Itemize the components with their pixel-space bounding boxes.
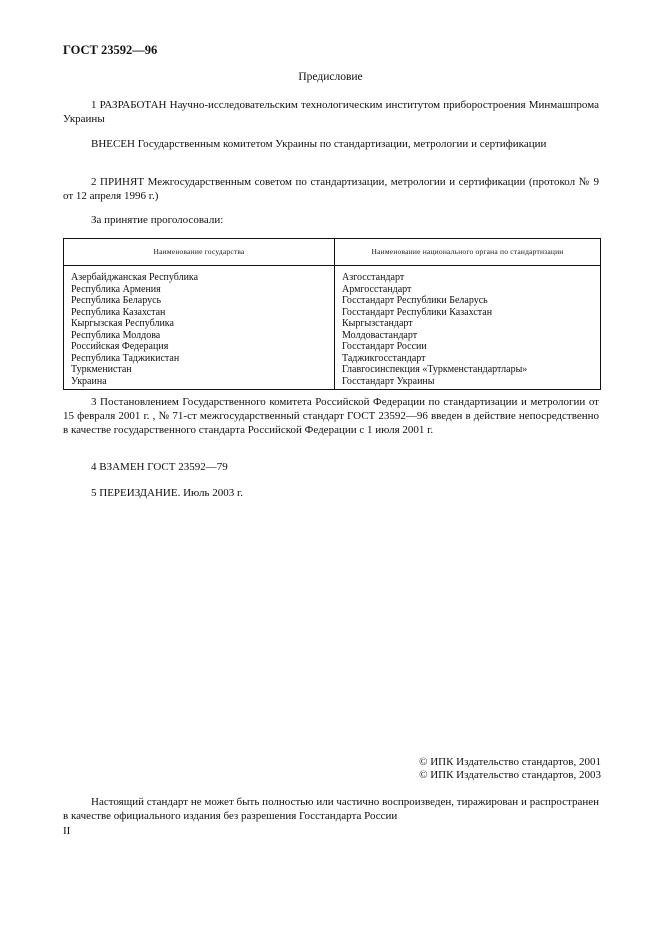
standards-body-name: Госстандарт России xyxy=(342,341,427,352)
item-5-reissue xyxy=(63,486,599,500)
standards-body-name: Армгосстандарт xyxy=(342,283,412,295)
column-header-body: Наименование национального органа по стандартизации xyxy=(335,239,601,266)
item-5-text: 5 ПЕРЕИЗДАНИЕ. Июль 2003 г. xyxy=(91,487,244,499)
item-2-adopted xyxy=(63,175,599,203)
reproduction-notice xyxy=(63,795,599,823)
item-1b-text: ВНЕСЕН Государственным комитетом Украины по стандартизации, метрологии и сертификации xyxy=(91,138,547,150)
item-2-text: 2 ПРИНЯТ Межгосударственным советом по стандартизации, метрологии и сертификации (протокол № 9 от 12 апреля 1996 г.) xyxy=(63,176,599,202)
notice-text: Настоящий стандарт не может быть полностью или частично воспроизведен, тиражирован и распространен в качестве официального издания без разрешения Госстандарта России xyxy=(63,796,599,822)
item-1-developed xyxy=(63,98,599,126)
standards-body-name: Главгосинспекция «Туркменстандартлары» xyxy=(342,364,528,375)
state-name: Республика Армения xyxy=(71,283,161,295)
standards-body-name: Таджикгосстандарт xyxy=(342,352,426,364)
item-4-replaces xyxy=(63,460,599,474)
preface-title: Предисловие xyxy=(298,71,363,83)
copyright-line: © ИПК Издательство стандартов, 2001 xyxy=(419,756,601,768)
standards-body-name: Кыргызстандарт xyxy=(342,318,413,329)
state-name: Украина xyxy=(71,375,107,387)
table-row xyxy=(64,266,601,390)
state-name: Республика Таджикистан xyxy=(71,352,180,364)
standards-body-name: Госстандарт Республики Беларусь xyxy=(342,295,488,306)
item-1-text: 1 РАЗРАБОТАН Научно-исследовательским технологическим институтом приборостроения Минмашпрома Украины xyxy=(63,99,599,125)
vote-intro xyxy=(63,213,599,227)
column-header-state: Наименование государства xyxy=(64,239,335,266)
state-name: Туркменистан xyxy=(71,364,132,375)
state-name: Российская Федерация xyxy=(71,341,169,352)
state-name: Республика Молдова xyxy=(71,329,161,341)
vote-intro-text: За принятие проголосовали: xyxy=(91,214,224,226)
state-name: Республика Казахстан xyxy=(71,306,166,318)
document-code: ГОСТ 23592—96 xyxy=(63,43,158,57)
standards-body-name: Госстандарт Украины xyxy=(342,375,435,387)
standards-body-name: Молдовастандарт xyxy=(342,329,418,341)
copyright-block xyxy=(419,756,601,782)
bodies-cell xyxy=(335,266,601,390)
state-name: Республика Беларусь xyxy=(71,295,162,306)
state-name: Кыргызская Республика xyxy=(71,318,174,329)
standards-body-name: Госстандарт Республики Казахстан xyxy=(342,306,493,318)
states-cell xyxy=(64,266,335,390)
item-1-introduced xyxy=(63,137,599,151)
table-header-row xyxy=(64,239,601,266)
item-3-resolution xyxy=(63,395,599,437)
copyright-line: © ИПК Издательство стандартов, 2003 xyxy=(419,769,601,781)
voting-table xyxy=(63,238,601,390)
item-3-text: 3 Постановлением Государственного комитета Российской Федерации по стандартизации и метрологии от 15 февраля 2001 г. , № 71-ст межгосударственный стандарт ГОСТ 23592—96 введен в действие непосредственно в качестве государственного стандарта Российской Федерации с 1 июля 2001 г. xyxy=(63,396,599,436)
state-name: Азербайджанская Республика xyxy=(71,272,199,283)
item-4-text: 4 ВЗАМЕН ГОСТ 23592—79 xyxy=(91,461,228,473)
standards-body-name: Азгосстандарт xyxy=(342,272,405,283)
page-number: II xyxy=(63,825,71,837)
